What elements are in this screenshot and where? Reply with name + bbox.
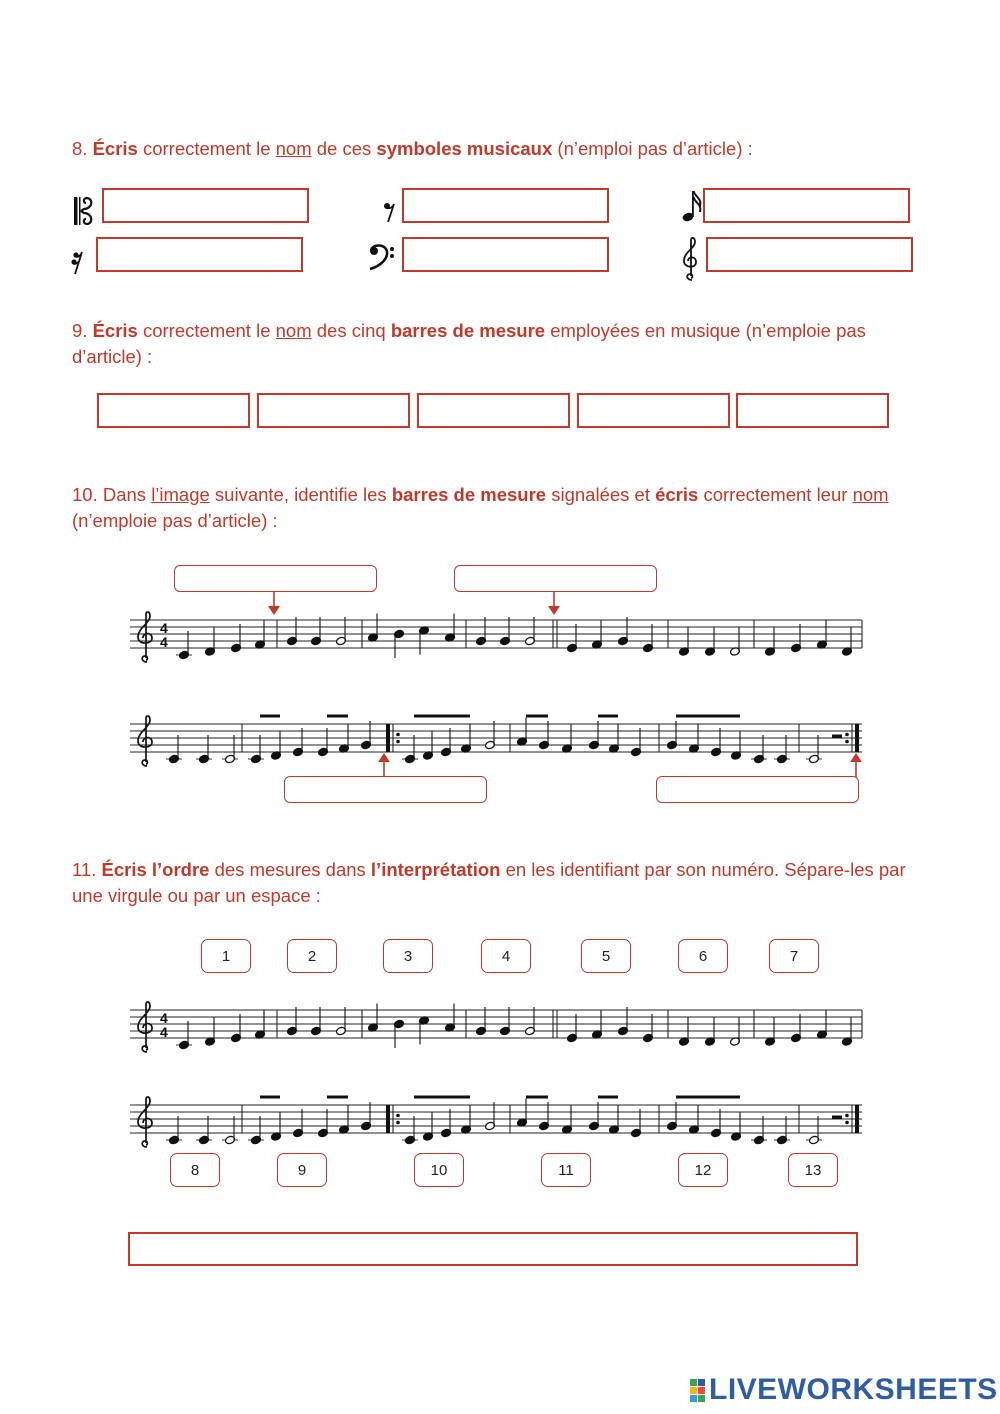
q10-answer-input-3[interactable]	[284, 776, 487, 803]
measure-number-label: 1	[201, 939, 251, 973]
barline-answer-input-2[interactable]	[257, 393, 410, 428]
measure-number-label: 4	[481, 939, 531, 973]
bass-clef-icon	[368, 243, 396, 271]
barline-answer-input-3[interactable]	[417, 393, 570, 428]
measure-number-label: 13	[788, 1153, 838, 1187]
music-staff-11-line-1	[0, 980, 1000, 1060]
half-rest-icon	[832, 1116, 842, 1120]
measure-number-label: 10	[414, 1153, 464, 1187]
answer-eighth-rest-input[interactable]	[402, 188, 609, 223]
half-rest-icon	[832, 735, 842, 739]
eighth-rest-icon	[382, 200, 398, 224]
barline-answer-input-5[interactable]	[736, 393, 889, 428]
time-signature-bottom: 4	[160, 1024, 168, 1040]
repeat-end-barline	[845, 1114, 849, 1118]
music-staff-11-line-2	[0, 1075, 1000, 1155]
arrow-up-icon	[849, 752, 863, 778]
answer-bass-clef-input[interactable]	[402, 237, 609, 272]
logo-text: LIVEWORKSHEETS	[709, 1373, 998, 1406]
time-signature-bottom: 4	[160, 634, 168, 650]
repeat-end-barline	[845, 733, 849, 737]
treble-clef-icon	[138, 1097, 152, 1147]
repeat-start-barline	[386, 1105, 390, 1133]
answer-treble-clef-input[interactable]	[706, 237, 913, 272]
q10-answer-input-2[interactable]	[454, 565, 657, 592]
answer-alto-clef-input[interactable]	[102, 188, 309, 223]
measure-number-label: 11	[541, 1153, 591, 1187]
treble-clef-icon	[138, 716, 152, 766]
repeat-start-barline	[386, 724, 390, 752]
time-signature-top: 4	[160, 1010, 168, 1026]
measure-number-label: 12	[678, 1153, 728, 1187]
measure-number-label: 9	[277, 1153, 327, 1187]
question-10: 10. Dans l’image suivante, identifie les barres de mesure signalées et écris correctement leur nom (n’emploie pas d’article) :	[72, 484, 889, 531]
sixteenth-note-icon	[681, 188, 705, 224]
measure-number-label: 8	[170, 1153, 220, 1187]
treble-clef-icon	[680, 236, 702, 282]
question-8: 8. Écris correctement le nom de ces symboles musicaux (n’emploi pas d’article) :	[72, 138, 753, 159]
treble-clef-icon	[138, 612, 152, 662]
measure-number-label: 5	[581, 939, 631, 973]
music-staff-10-line-1	[0, 590, 1000, 670]
question-9: 9. Écris correctement le nom des cinq barres de mesure employées en musique (n’emploie pas d’article) :	[72, 320, 866, 367]
answer-sixteenth-rest-input[interactable]	[96, 237, 303, 272]
measure-number-label: 3	[383, 939, 433, 973]
logo-grid-icon	[690, 1379, 705, 1402]
measure-number-label: 7	[769, 939, 819, 973]
measure-number-label: 2	[287, 939, 337, 973]
q10-answer-input-1[interactable]	[174, 565, 377, 592]
treble-clef-icon	[138, 1002, 152, 1052]
alto-clef-icon	[72, 195, 96, 227]
liveworksheets-logo	[690, 1372, 998, 1408]
arrow-up-icon	[377, 752, 391, 778]
barline-answer-input-4[interactable]	[577, 393, 730, 428]
sixteenth-rest-icon	[70, 250, 86, 276]
time-signature-top: 4	[160, 620, 168, 636]
question-11: 11. Écris l’ordre des mesures dans l’interprétation en les identifiant par son numéro. Sépare-les par une virgule ou par un espace :	[72, 859, 906, 906]
answer-sixteenth-note-input[interactable]	[703, 188, 910, 223]
barline-answer-input-1[interactable]	[97, 393, 250, 428]
measure-order-answer-input[interactable]	[128, 1232, 858, 1266]
q10-answer-input-4[interactable]	[656, 776, 859, 803]
measure-number-label: 6	[678, 939, 728, 973]
